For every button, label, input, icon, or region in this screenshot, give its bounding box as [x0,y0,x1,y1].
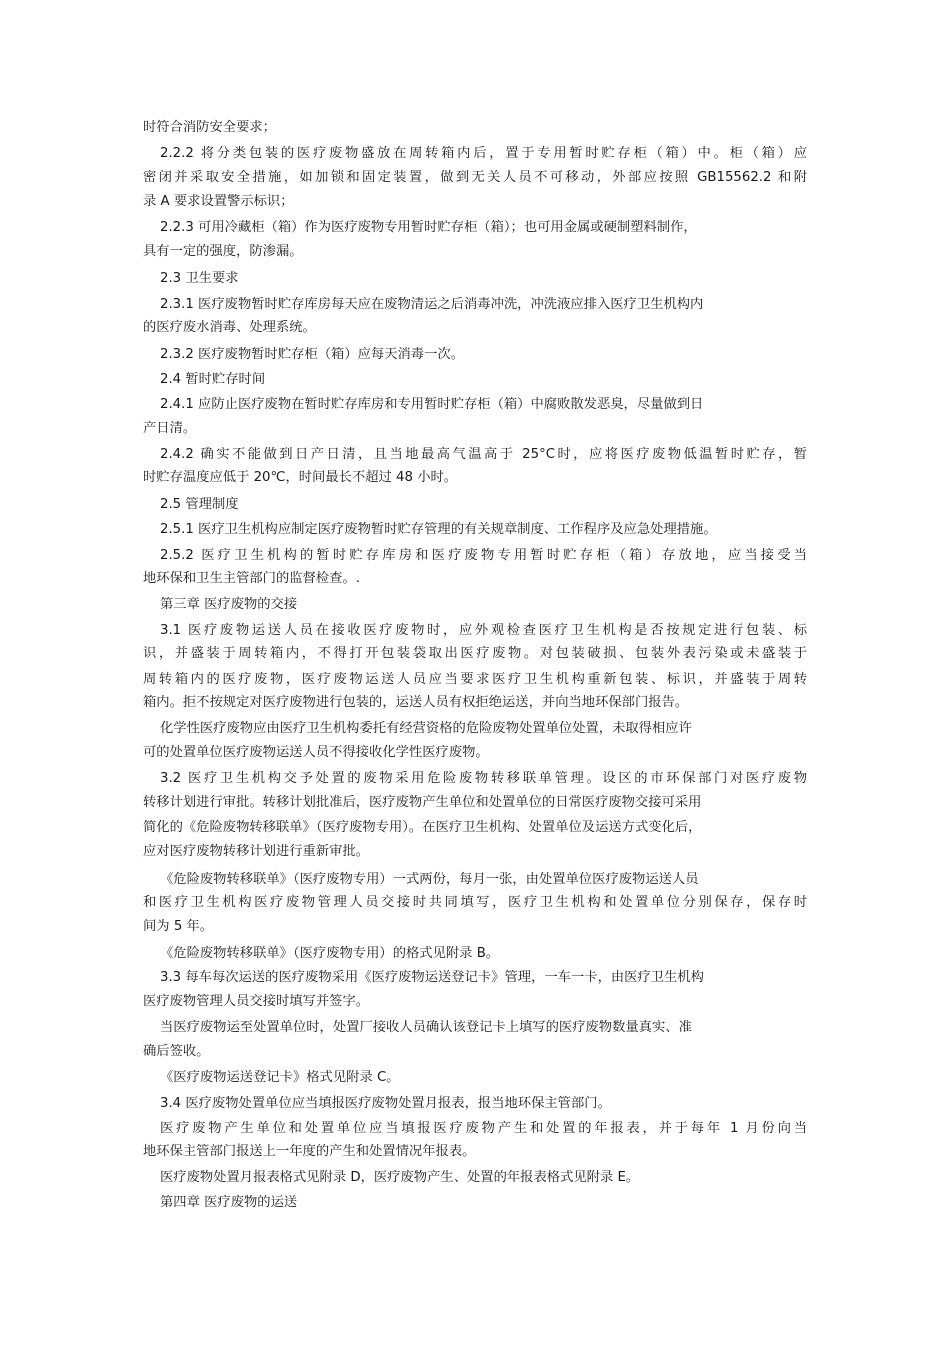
paragraph-line: 周转箱内的医疗废物，医疗废物运送人员应当要求医疗卫生机构重新包装、标识，并盛装于周转 [143,672,807,687]
paragraph-line: 录 A 要求设置警示标识； [143,194,294,209]
paragraph-line: 间为 5 年。 [143,919,214,934]
clause-2-4-2: 2.4.2 确实不能做到日产日清，且当地最高气温高于 25°C时，应将医疗废物低温暂时贮存，暂 [160,447,807,462]
paragraph-line: 产日清。 [143,421,197,436]
paragraph-line: 时贮存温度应低于 20℃，时间最长不超过 48 小时。 [143,470,458,485]
clause-2-5-1: 2.5.1 医疗卫生机构应制定医疗废物暂时贮存管理的有关规章制度、工作程序及应急处理措施。 [160,522,717,537]
paragraph-line: 简化的《危险废物转移联单》（医疗废物专用）。在医疗卫生机构、处置单位及运送方式变化后， [143,820,702,835]
paragraph-line: 和医疗卫生机构医疗废物管理人员交接时共同填写，医疗卫生机构和处置单位分别保存，保存时 [143,895,807,910]
paragraph-line: 地环保主管部门报送上一年度的产生和处置情况年报表。 [143,1144,476,1159]
paragraph-annual-report: 医疗废物产生单位和处置单位应当填报医疗废物产生和处置的年报表，并于每年 1 月份向当 [160,1121,807,1136]
clause-3-3: 3.3 每车每次运送的医疗废物采用《医疗废物运送登记卡》管理，一车一卡，由医疗卫生机构 [160,970,704,985]
paragraph-line: 地环保和卫生主管部门的监督检查。. [143,571,360,586]
paragraph-line: 的医疗废水消毒、处理系统。 [143,320,316,335]
clause-2-5-2: 2.5.2 医疗卫生机构的暂时贮存库房和医疗废物专用暂时贮存柜（箱）存放地，应当接受当 [160,548,807,563]
clause-3-2: 3.2 医疗卫生机构交予处置的废物采用危险废物转移联单管理。设区的市环保部门对医疗废物 [160,771,807,786]
section-heading-2-3: 2.3 卫生要求 [160,271,239,286]
paragraph-line: 具有一定的强度，防渗漏。 [143,244,303,259]
clause-3-4: 3.4 医疗废物处置单位应当填报医疗废物处置月报表，报当地环保主管部门。 [160,1096,611,1111]
clause-3-1: 3.1 医疗废物运送人员在接收医疗废物时，应外观检查医疗卫生机构是否按规定进行包装、标 [160,623,807,638]
paragraph-line: 医疗废物管理人员交接时填写并签字。 [143,994,370,1009]
paragraph-line: 应对医疗废物转移计划进行重新审批。 [143,844,370,859]
paragraph-appendix-b: 《危险废物转移联单》（医疗废物专用）的格式见附录 B。 [160,946,500,961]
paragraph-line: 时符合消防安全要求； [143,120,276,135]
chapter-heading-4: 第四章 医疗废物的运送 [160,1195,298,1210]
paragraph-transfer-form: 《危险废物转移联单》（医疗废物专用）一式两份，每月一张，由处置单位医疗废物运送人员 [160,872,699,887]
paragraph-line: 箱内。拒不按规定对医疗废物进行包装的，运送人员有权拒绝运送，并向当地环保部门报告。 [143,695,689,710]
clause-2-2-2: 2.2.2 将分类包装的医疗废物盛放在周转箱内后，置于专用暂时贮存柜（箱）中。柜（箱）应 [160,146,807,161]
paragraph-line: 密闭并采取安全措施，如加锁和固定装置，做到无关人员不可移动，外部应按照 GB15562.2 和附 [143,170,807,185]
paragraph-chemical-waste: 化学性医疗废物应由医疗卫生机构委托有经营资格的危险废物处置单位处置，未取得相应许 [160,721,692,736]
paragraph-appendix-d-e: 医疗废物处置月报表格式见附录 D，医疗废物产生、处置的年报表格式见附录 E。 [160,1170,640,1185]
paragraph-receiving: 当医疗废物运至处置单位时，处置厂接收人员确认该登记卡上填写的医疗废物数量真实、准 [160,1020,692,1035]
paragraph-line: 转移计划进行审批。转移计划批准后，医疗废物产生单位和处置单位的日常医疗废物交接可采用 [143,795,702,810]
paragraph-appendix-c: 《医疗废物运送登记卡》格式见附录 C。 [160,1070,400,1085]
paragraph-line: 识，并盛装于周转箱内，不得打开包装袋取出医疗废物。对包装破损、包装外表污染或未盛装于 [143,646,807,661]
paragraph-line: 可的处置单位医疗废物运送人员不得接收化学性医疗废物。 [143,745,489,760]
section-heading-2-4: 2.4 暂时贮存时间 [160,372,266,387]
clause-2-3-2: 2.3.2 医疗废物暂时贮存柜（箱）应每天消毒一次。 [160,347,464,362]
chapter-heading-3: 第三章 医疗废物的交接 [160,597,298,612]
clause-2-3-1: 2.3.1 医疗废物暂时贮存库房每天应在废物清运之后消毒冲洗，冲洗液应排入医疗卫生机构内 [160,297,704,312]
section-heading-2-5: 2.5 管理制度 [160,497,239,512]
clause-2-4-1: 2.4.1 应防止医疗废物在暂时贮存库房和专用暂时贮存柜（箱）中腐败散发恶臭，尽量做到日 [160,397,704,412]
clause-2-2-3: 2.2.3 可用冷藏柜（箱）作为医疗废物专用暂时贮存柜（箱）；也可用金属或硬制塑料制作， [160,220,697,235]
paragraph-line: 确后签收。 [143,1044,210,1059]
